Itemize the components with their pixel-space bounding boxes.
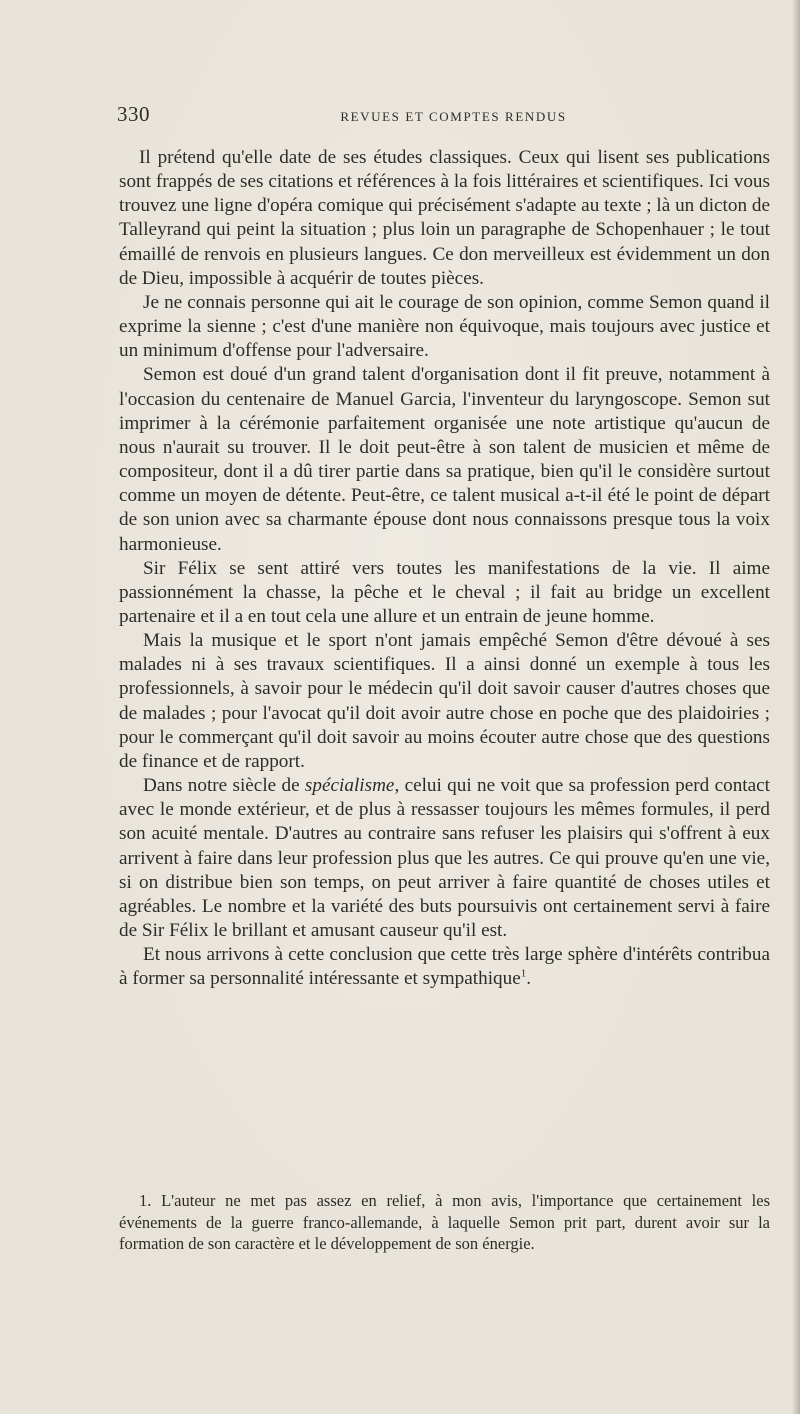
- paragraph: Sir Félix se sent attiré vers toutes les manifestations de la vie. Il aime passionnément la chasse, la pêche et le cheval ; il fait au bridge un excellent partenaire et il a en tout cela une allure et un entrain de jeune homme.: [119, 557, 770, 627]
- paragraph: Il prétend qu'elle date de ses études classiques. Ceux qui lisent ses publications sont frappés de ses citations et références à la fois littéraires et scientifiques. Ici vous trouvez une ligne d'opéra comique qui précisément s'adapte au texte ; là un dicton de Talleyrand qui peint la situation ; plus loin un paragraphe de Schopenhauer ; le tout émaillé de renvois en plusieurs langues. Ce don merveilleux est évidemment un don de Dieu, impossible à acquérir de toutes pièces.: [119, 147, 770, 289]
- footnote: 1. L'auteur ne met pas assez en relief, à mon avis, l'importance que certainement les événements de la guerre franco-allemande, à laquelle Semon prit part, durent avoir sur la formation de son caractère et le développement de son énergie.: [119, 1191, 770, 1253]
- paragraph-end: .: [526, 968, 532, 990]
- paragraph: Je ne connais personne qui ait le courage de son opinion, comme Semon quand il exprime la sienne ; c'est d'une manière non équivoque, mais toujours avec justice et un minimum d'offense pour l'adversaire.: [119, 291, 770, 362]
- paragraph-text: Et nous arrivons à cette conclusion que cette très large sphère d'intérêts contribua à former sa personnalité intéressante et sympathique: [119, 944, 770, 990]
- paragraph: [119, 774, 770, 943]
- paragraph: [119, 943, 770, 991]
- footnote-reference[interactable]: 1: [520, 967, 527, 980]
- running-title: REVUES ET COMPTES RENDUS: [340, 109, 567, 124]
- page-number: 330: [117, 102, 150, 126]
- italic-term: spécialisme: [304, 775, 395, 797]
- paragraph: Semon est doué d'un grand talent d'organisation dont il fit preuve, notamment à l'occasion du centenaire de Manuel Garcia, l'inventeur du laryngoscope. Semon sut imprimer à la cérémonie parfaitement organisée une note artistique qu'aucun de nous n'aurait su trouver. Il le doit peut-être à son talent de musicien et même de compositeur, dont il a dû tirer partie dans sa pratique, bien qu'il le considère surtout comme un moyen de détente. Peut-être, ce talent musical a-t-il été le point de départ de son union avec sa charmante épouse dont nous connaissons presque tous la voix harmonieuse.: [119, 364, 770, 555]
- paragraph: Mais la musique et le sport n'ont jamais empêché Semon d'être dévoué à ses malades ni à ses travaux scientifiques. Il a ainsi donné un exemple à tous les professionnels, à savoir pour le médecin qu'il doit savoir causer d'autres choses que de malades ; pour l'avocat qu'il doit avoir autre chose en poche que des plaidoiries ; pour le commerçant qu'il doit savoir au moins écouter autre chose que des questions de finance et de rapport.: [119, 630, 770, 772]
- main-text: [119, 146, 770, 991]
- page-header: [117, 102, 772, 132]
- page-edge-shadow: [792, 0, 800, 1414]
- paragraph-text: , celui qui ne voit que sa profession perd contact avec le monde extérieur, et de plus à ressasser toujours les mêmes formules, il perd son acuité mentale. D'autres au contraire sans refuser les plaisirs qui s'offrent à eux arrivent à faire dans leur profession plus que les autres. Ce qui prouve qu'en une vie, si on distribue bien son temps, on peut arriver à faire quantité de choses utiles et agréables. Le nombre et la variété des buts poursuivis ont certainement servi à faire de Sir Félix le brillant et amusant causeur qu'il est.: [119, 775, 770, 941]
- paragraph-text: Dans notre siècle de: [143, 775, 305, 797]
